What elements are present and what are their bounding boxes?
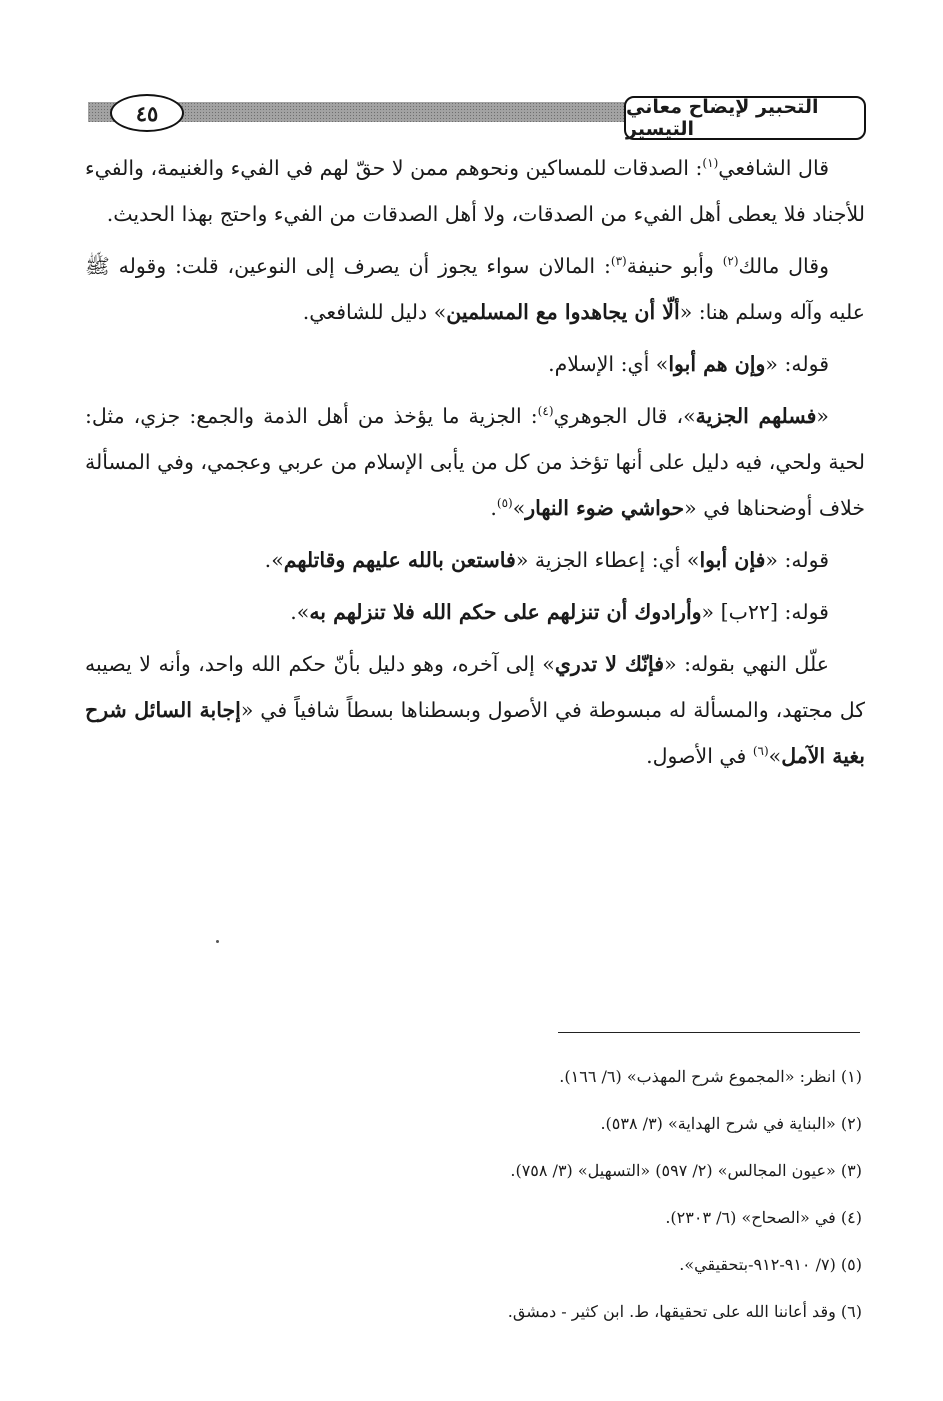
hadith-quote: فاستعن بالله عليهم وقاتلهم	[283, 548, 516, 572]
footnote-5: (٥) (٧/ ٩١٠-٩١٢-بتحقيقي».	[679, 1255, 862, 1274]
print-speck	[216, 940, 219, 943]
running-header	[88, 96, 866, 142]
text-run: قوله: «	[765, 352, 829, 376]
hadith-quote: فسلهم الجزية	[695, 404, 817, 428]
book-title-box	[624, 96, 866, 140]
paragraph-malik	[85, 243, 865, 335]
text-run: : الجزية ما يؤخذ من أهل الذمة والجمع: جزي، مثل: لحية ولحي، فيه دليل على أنها تؤخذ من كل من يأبى الإسلام من عربي وعجمي، وفي المسألة خلاف أوضحناها في «	[85, 404, 865, 520]
paragraph-aradook	[85, 589, 865, 635]
footnote-ref-2[interactable]: (٢)	[722, 254, 739, 269]
footnote-4: (٤) في «الصحاح» (٦/ ٢٣٠٣).	[665, 1208, 862, 1227]
hadith-quote: وأرادوك أن تنزلهم على حكم الله فلا تنزلهم به	[309, 600, 702, 624]
text-run: » أي: إعطاء الجزية «	[515, 548, 700, 572]
text-run: قوله: [٢٢ب] «	[701, 600, 829, 624]
footnote-ref-4[interactable]: (٤)	[537, 404, 554, 419]
hadith-quote: وإن هم أبوا	[668, 352, 766, 376]
text-run: » دليل للشافعي.	[302, 300, 447, 324]
footnote-3: (٣) «عيون المجالس» (٢/ ٥٩٧) «التسهيل» (٣/ ٧٥٨).	[510, 1161, 862, 1180]
footnote-ref-1[interactable]: (١)	[702, 156, 719, 171]
text-run: » أي: الإسلام.	[548, 352, 669, 376]
paragraph-allal	[85, 641, 865, 779]
page-number-text: ٤٥	[135, 100, 159, 126]
footnote-1: (١) انظر: «المجموع شرح المهذب» (٦/ ١٦٦).	[559, 1067, 862, 1086]
text-run: ».	[290, 600, 310, 624]
paragraph-jizya	[85, 393, 865, 531]
text-run: قوله: «	[765, 548, 829, 572]
text-run: ».	[264, 548, 284, 572]
footnote-ref-3[interactable]: (٣)	[610, 254, 627, 269]
paragraph-shafii	[85, 145, 865, 237]
paragraph-in-abaw	[85, 341, 865, 387]
footnotes	[300, 1065, 862, 1347]
text-run: قال الشافعي	[718, 156, 830, 180]
text-run: «	[816, 404, 829, 428]
book-reference: حواشي ضوء النهار	[525, 496, 685, 520]
text-run: .	[490, 496, 497, 520]
footnote-ref-6[interactable]: (٦)	[752, 744, 769, 759]
page-number	[110, 94, 184, 132]
text-run: » إلى آخره، وهو دليل بأنّ حكم الله واحد، وأنه لا يصيبه كل مجتهد، والمسألة له مبسوطة في الأصول وبسطناها بسطاً شافياً في «	[85, 652, 866, 722]
text-run: وقال مالك	[738, 254, 829, 278]
text-run: : المالان سواء يجوز أن يصرف إلى النوعين، قلت: وقوله ﷺ عليه وآله وسلم هنا: «	[85, 254, 865, 324]
hadith-quote: فإنّك لا تدري	[554, 652, 665, 676]
text-run: في الأصول.	[646, 744, 753, 768]
hadith-quote: فإن أبوا	[699, 548, 766, 572]
footnote-6: (٦) وقد أعاننا الله على تحقيقها، ط. ابن كثير - دمشق.	[507, 1302, 862, 1321]
text-run: »	[768, 744, 782, 768]
book-reference: إجابة السائل شرح بغية الآمل	[85, 698, 865, 768]
text-run: »، قال الجوهري	[553, 404, 696, 428]
footnote-2: (٢) «البناية في شرح الهداية» (٣/ ٥٣٨).	[600, 1114, 862, 1133]
book-title: التحبير لإيضاح معاني التيسير	[626, 96, 819, 140]
main-text	[85, 145, 865, 785]
hadith-quote: ألّا أن يجاهدوا مع المسلمين	[446, 300, 680, 324]
footnote-separator	[558, 1032, 860, 1033]
text-run: »	[512, 496, 526, 520]
footnote-ref-5[interactable]: (٥)	[496, 496, 513, 511]
paragraph-fain-abaw	[85, 537, 865, 583]
text-run: وأبو حنيفة	[626, 254, 723, 278]
text-run: : الصدقات للمساكين ونحوهم ممن لا حقّ لهم في الفيء والغنيمة، والفيء للأجناد فلا يعطى أهل الفيء من الصدقات، ولا أهل الصدقات من الفيء واحتج بهذا الحديث.	[85, 156, 865, 226]
text-run: علّل النهي بقوله: «	[664, 652, 830, 676]
